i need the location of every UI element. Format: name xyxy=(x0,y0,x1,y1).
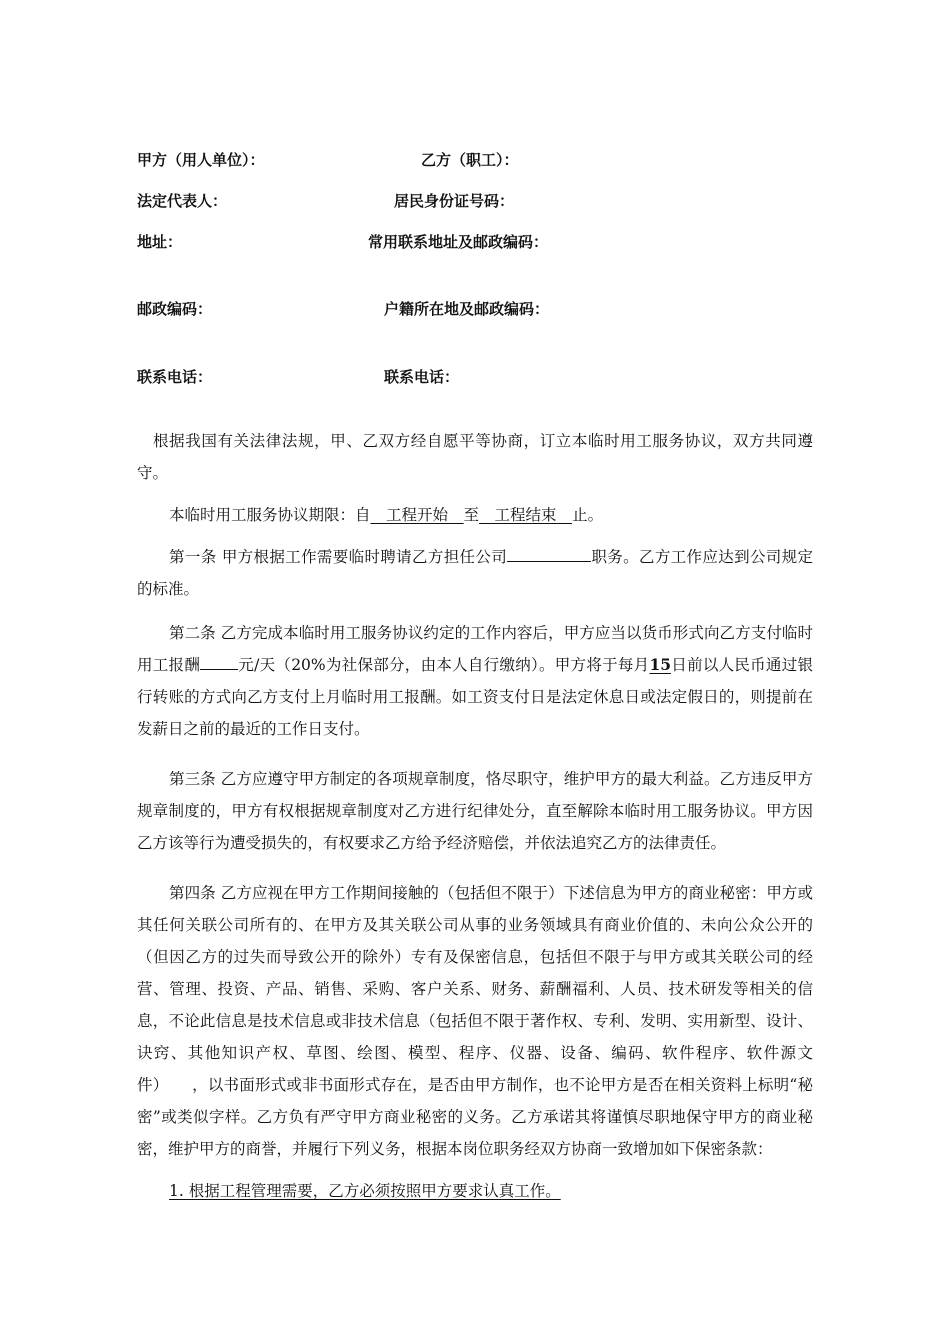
term-end: 工程结束 xyxy=(494,506,557,524)
article-2: 第二条 乙方完成本临时用工服务协议约定的工作内容后，甲方应当以货币形式向乙方支付临时用工报酬 元/天（20%为社保部分，由本人自行缴纳）。甲方将于每月15日前以人民币通过银行转账的方式向乙方支付上月临时用工报酬。如工资支付日是法定休息日或法定假日的，则提前在发薪日之前的最近的工作日支付。 xyxy=(137,624,813,738)
contact-address-label: 常用联系地址及邮政编码： xyxy=(368,233,549,251)
term-start: 工程开始 xyxy=(386,506,449,524)
payday-value: 15 xyxy=(649,655,672,674)
id-number-label: 居民身份证号码： xyxy=(394,192,515,210)
article-4: 第四条 乙方应视在甲方工作期间接触的（包括但不限于）下述信息为甲方的商业秘密：甲方或其任何关联公司所有的、在甲方及其关联公司从事的业务领域具有商业价值的、未向公众公开的（但因乙方的过失而导致公开的除外）专有及保密信息，包括但不限于与甲方或其关联公司的经营、管理、投资、产品、销售、采购、客户关系、财务、薪酬福利、人员、技术研发等相关的信息，不论此信息是技术信息或非技术信息（包括但不限于著作权、专利、发明、实用新型、设计、诀窍、其他知识产权、草图、绘图、模型、程序、仪器、设备、编码、软件程序、软件源文件） ，以书面形式或非书面形式存在，是否由甲方制作，也不论甲方是否在相关资料上标明“秘密”或类似字样。乙方负有严守甲方商业秘密的义务。乙方承诺其将谨慎尽职地保守甲方的商业秘密，维护甲方的商誉，并履行下列义务，根据本岗位职务经双方协商一致增加如下保密条款： xyxy=(137,884,813,1158)
term-suffix: 止。 xyxy=(572,506,604,524)
clause-1: 1. 根据工程管理需要，乙方必须按照甲方要求认真工作。 xyxy=(169,1182,561,1200)
wage-blank xyxy=(200,651,238,670)
party-a-label: 甲方（用人单位）： xyxy=(137,151,265,169)
phone-b-label: 联系电话： xyxy=(384,368,460,386)
position-blank xyxy=(507,543,591,562)
party-b-label: 乙方（职工）： xyxy=(421,151,519,169)
postcode-label: 邮政编码： xyxy=(137,300,213,318)
article-3: 第三条 乙方应遵守甲方制定的各项规章制度，恪尽职守，维护甲方的最大利益。乙方违反甲方规章制度的，甲方有权根据规章制度对乙方进行纪律处分，直至解除本临时用工服务协议。甲方因乙方该等行为遭受损失的，有权要求乙方给予经济赔偿，并依法追究乙方的法律责任。 xyxy=(137,770,813,852)
agreement-body xyxy=(137,425,813,1207)
legal-rep-label: 法定代表人： xyxy=(137,192,228,210)
term-mid: 至 xyxy=(463,506,480,524)
term-prefix: 本临时用工服务协议期限：自 xyxy=(169,506,371,524)
phone-a-label: 联系电话： xyxy=(137,368,213,386)
address-label: 地址： xyxy=(137,233,183,251)
article-1: 第一条 甲方根据工作需要临时聘请乙方担任公司 职务。乙方工作应达到公司规定的标准。 xyxy=(137,541,813,605)
intro-paragraph: 根据我国有关法律法规，甲、乙双方经自愿平等协商，订立本临时用工服务协议，双方共同遵守。 xyxy=(137,432,813,482)
hukou-address-label: 户籍所在地及邮政编码： xyxy=(384,300,550,318)
term-paragraph xyxy=(137,499,813,531)
